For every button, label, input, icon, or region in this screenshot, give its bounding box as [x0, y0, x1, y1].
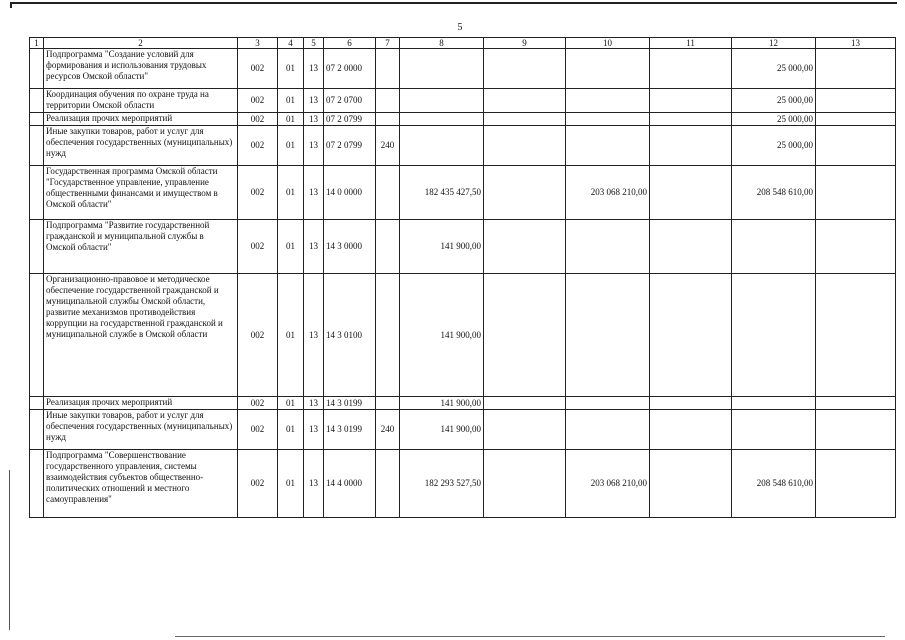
table-row: [30, 113, 896, 126]
row-number-cell: [30, 397, 44, 410]
row-number-cell: [30, 113, 44, 126]
amount-col8-cell: 141 900,00: [400, 410, 484, 450]
table-row: [30, 397, 896, 410]
amount-col9-cell: [484, 450, 566, 518]
table-row: [30, 89, 896, 113]
item-name-cell: Реализация прочих мероприятий: [44, 397, 238, 410]
amount-col13-cell: [816, 450, 896, 518]
amount-col10-cell: [566, 89, 650, 113]
row-number-cell: [30, 410, 44, 450]
item-name-cell: Государственная программа Омской области "Государственное управление, управление общественными финансами и имуществом в Омской области": [44, 166, 238, 220]
item-name-cell: Иные закупки товаров, работ и услуг для обеспечения государственных (муниципальных) нужд: [44, 126, 238, 166]
amount-col12-cell: [732, 397, 816, 410]
column-header: 1: [30, 38, 44, 49]
item-name-cell: Подпрограмма "Совершенствование государственного управления, системы взаимодействия субъектов общественно-политических отношений и местного самоуправления": [44, 450, 238, 518]
row-number-cell: [30, 220, 44, 274]
amount-col10-cell: [566, 49, 650, 89]
expense-type-code-cell: [376, 89, 400, 113]
expense-type-code-cell: [376, 49, 400, 89]
amount-col13-cell: [816, 126, 896, 166]
subsection-code-cell: 13: [304, 450, 324, 518]
amount-col9-cell: [484, 126, 566, 166]
amount-col10-cell: [566, 410, 650, 450]
subsection-code-cell: 13: [304, 220, 324, 274]
item-name-cell: Подпрограмма "Развитие государственной гражданской и муниципальной службы в Омской области": [44, 220, 238, 274]
amount-col13-cell: [816, 410, 896, 450]
amount-col10-cell: [566, 113, 650, 126]
subsection-code-cell: 13: [304, 49, 324, 89]
table-body: [30, 49, 896, 518]
amount-col12-cell: 208 548 610,00: [732, 450, 816, 518]
subsection-code-cell: 13: [304, 166, 324, 220]
amount-col12-cell: 25 000,00: [732, 126, 816, 166]
bottom-border-line: [175, 636, 885, 637]
row-number-cell: [30, 166, 44, 220]
amount-col10-cell: [566, 126, 650, 166]
subsection-code-cell: 13: [304, 410, 324, 450]
target-item-code-cell: 07 2 0000: [324, 49, 376, 89]
column-header: 2: [44, 38, 238, 49]
amount-col9-cell: [484, 410, 566, 450]
amount-col13-cell: [816, 49, 896, 89]
amount-col8-cell: 182 293 527,50: [400, 450, 484, 518]
expense-type-code-cell: [376, 166, 400, 220]
amount-col12-cell: 25 000,00: [732, 113, 816, 126]
amount-col12-cell: 25 000,00: [732, 89, 816, 113]
budget-table: [29, 37, 896, 518]
amount-col8-cell: 141 900,00: [400, 220, 484, 274]
amount-col8-cell: [400, 113, 484, 126]
target-item-code-cell: 14 3 0199: [324, 397, 376, 410]
amount-col8-cell: [400, 126, 484, 166]
target-item-code-cell: 07 2 0799: [324, 126, 376, 166]
table-row: [30, 220, 896, 274]
amount-col9-cell: [484, 220, 566, 274]
table-row: [30, 49, 896, 89]
department-code-cell: 002: [238, 274, 278, 397]
department-code-cell: 002: [238, 450, 278, 518]
section-code-cell: 01: [278, 450, 304, 518]
column-header: 4: [278, 38, 304, 49]
item-name-cell: Организационно-правовое и методическое обеспечение государственной гражданской и муниципальной службы Омской области, развитие механизмов противодействия коррупции на государственной гражданской и муниципальной службе в Омской области: [44, 274, 238, 397]
amount-col8-cell: 182 435 427,50: [400, 166, 484, 220]
column-header: 13: [816, 38, 896, 49]
section-code-cell: 01: [278, 113, 304, 126]
expense-type-code-cell: [376, 450, 400, 518]
department-code-cell: 002: [238, 126, 278, 166]
row-number-cell: [30, 274, 44, 397]
column-header: 5: [304, 38, 324, 49]
section-code-cell: 01: [278, 220, 304, 274]
section-code-cell: 01: [278, 126, 304, 166]
department-code-cell: 002: [238, 49, 278, 89]
department-code-cell: 002: [238, 410, 278, 450]
amount-col11-cell: [650, 274, 732, 397]
target-item-code-cell: 07 2 0700: [324, 89, 376, 113]
target-item-code-cell: 14 4 0000: [324, 450, 376, 518]
expense-type-code-cell: [376, 220, 400, 274]
amount-col12-cell: 25 000,00: [732, 49, 816, 89]
amount-col10-cell: [566, 220, 650, 274]
expense-type-code-cell: 240: [376, 126, 400, 166]
amount-col12-cell: [732, 274, 816, 397]
amount-col11-cell: [650, 49, 732, 89]
column-header: 9: [484, 38, 566, 49]
item-name-cell: Подпрограмма "Создание условий для формирования и использования трудовых ресурсов Омской области": [44, 49, 238, 89]
table-row: [30, 126, 896, 166]
amount-col11-cell: [650, 126, 732, 166]
amount-col11-cell: [650, 220, 732, 274]
amount-col8-cell: [400, 49, 484, 89]
amount-col11-cell: [650, 89, 732, 113]
section-code-cell: 01: [278, 397, 304, 410]
subsection-code-cell: 13: [304, 397, 324, 410]
amount-col10-cell: 203 068 210,00: [566, 450, 650, 518]
department-code-cell: 002: [238, 397, 278, 410]
amount-col11-cell: [650, 113, 732, 126]
department-code-cell: 002: [238, 113, 278, 126]
row-number-cell: [30, 49, 44, 89]
page-number: 5: [457, 22, 463, 33]
row-number-cell: [30, 126, 44, 166]
row-number-cell: [30, 450, 44, 518]
target-item-code-cell: 14 3 0000: [324, 220, 376, 274]
table-row: [30, 450, 896, 518]
column-header: 12: [732, 38, 816, 49]
subsection-code-cell: 13: [304, 126, 324, 166]
department-code-cell: 002: [238, 220, 278, 274]
section-code-cell: 01: [278, 89, 304, 113]
header-row: [30, 38, 896, 49]
column-header: 6: [324, 38, 376, 49]
subsection-code-cell: 13: [304, 89, 324, 113]
amount-col8-cell: 141 900,00: [400, 397, 484, 410]
column-header: 7: [376, 38, 400, 49]
column-header: 11: [650, 38, 732, 49]
table-row: [30, 274, 896, 397]
amount-col11-cell: [650, 410, 732, 450]
amount-col13-cell: [816, 274, 896, 397]
amount-col9-cell: [484, 166, 566, 220]
department-code-cell: 002: [238, 89, 278, 113]
amount-col13-cell: [816, 89, 896, 113]
amount-col11-cell: [650, 166, 732, 220]
amount-col9-cell: [484, 397, 566, 410]
amount-col12-cell: 208 548 610,00: [732, 166, 816, 220]
column-header: 3: [238, 38, 278, 49]
department-code-cell: 002: [238, 166, 278, 220]
amount-col9-cell: [484, 49, 566, 89]
top-corner-mark: [10, 2, 12, 8]
amount-col8-cell: [400, 89, 484, 113]
amount-col11-cell: [650, 397, 732, 410]
item-name-cell: Координация обучения по охране труда на территории Омской области: [44, 89, 238, 113]
target-item-code-cell: 07 2 0799: [324, 113, 376, 126]
amount-col13-cell: [816, 397, 896, 410]
table-row: [30, 166, 896, 220]
amount-col12-cell: [732, 220, 816, 274]
amount-col11-cell: [650, 450, 732, 518]
amount-col13-cell: [816, 220, 896, 274]
amount-col10-cell: [566, 274, 650, 397]
item-name-cell: Реализация прочих мероприятий: [44, 113, 238, 126]
expense-type-code-cell: 240: [376, 410, 400, 450]
expense-type-code-cell: [376, 274, 400, 397]
amount-col13-cell: [816, 166, 896, 220]
target-item-code-cell: 14 3 0199: [324, 410, 376, 450]
top-border-line: [12, 2, 897, 4]
table-row: [30, 410, 896, 450]
amount-col8-cell: 141 900,00: [400, 274, 484, 397]
section-code-cell: 01: [278, 49, 304, 89]
left-margin-line: [9, 470, 10, 630]
amount-col10-cell: 203 068 210,00: [566, 166, 650, 220]
target-item-code-cell: 14 0 0000: [324, 166, 376, 220]
section-code-cell: 01: [278, 274, 304, 397]
subsection-code-cell: 13: [304, 113, 324, 126]
column-header: 10: [566, 38, 650, 49]
row-number-cell: [30, 89, 44, 113]
amount-col9-cell: [484, 89, 566, 113]
target-item-code-cell: 14 3 0100: [324, 274, 376, 397]
amount-col13-cell: [816, 113, 896, 126]
expense-type-code-cell: [376, 397, 400, 410]
amount-col12-cell: [732, 410, 816, 450]
subsection-code-cell: 13: [304, 274, 324, 397]
item-name-cell: Иные закупки товаров, работ и услуг для обеспечения государственных (муниципальных) нужд: [44, 410, 238, 450]
expense-type-code-cell: [376, 113, 400, 126]
column-header: 8: [400, 38, 484, 49]
amount-col9-cell: [484, 113, 566, 126]
section-code-cell: 01: [278, 166, 304, 220]
amount-col9-cell: [484, 274, 566, 397]
section-code-cell: 01: [278, 410, 304, 450]
amount-col10-cell: [566, 397, 650, 410]
